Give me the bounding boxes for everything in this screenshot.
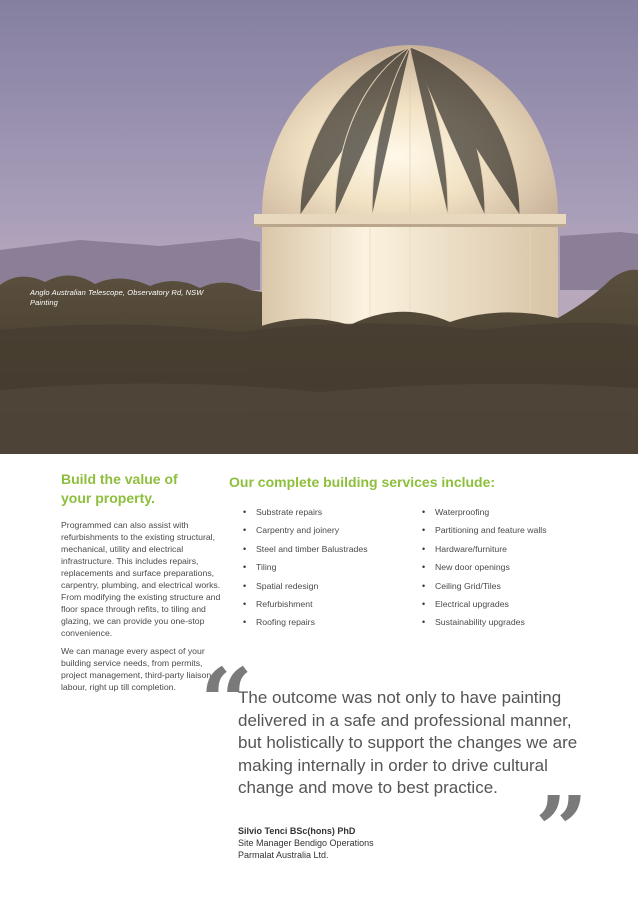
bullet-icon: •: [422, 525, 426, 536]
intro-paragraph-2: We can manage every aspect of your building service needs, from permits, project management, third-party liaison or labour, right up till completion.: [61, 646, 222, 692]
service-label: Tiling: [256, 562, 277, 573]
testimonial-attribution: [238, 825, 374, 861]
list-item: [243, 577, 368, 595]
services-list-column-2: [422, 503, 547, 632]
list-item: [243, 503, 368, 521]
author-company: Parmalat Australia Ltd.: [238, 850, 329, 860]
bullet-icon: •: [243, 562, 247, 573]
list-item: [243, 595, 368, 613]
bullet-icon: •: [243, 617, 247, 628]
intro-heading-line2: your property.: [61, 490, 155, 506]
bullet-icon: •: [422, 598, 426, 609]
list-item: [243, 540, 368, 558]
service-label: Partitioning and feature walls: [435, 525, 547, 536]
list-item: [243, 521, 368, 539]
list-item: [422, 540, 547, 558]
list-item: [422, 595, 547, 613]
service-label: Refurbishment: [256, 598, 313, 609]
list-item: [422, 577, 547, 595]
bullet-icon: •: [422, 562, 426, 573]
bullet-icon: •: [422, 580, 426, 591]
open-quote-icon: “: [200, 648, 253, 756]
testimonial-quote: The outcome was not only to have painting delivered in a safe and professional manner, but holistically to support the changes we are making internally in order to drive cultural change and move to best practice.: [238, 688, 578, 798]
service-label: Spatial redesign: [256, 580, 319, 591]
service-label: Ceiling Grid/Tiles: [435, 580, 501, 591]
service-label: Waterproofing: [435, 507, 490, 517]
hero-photo: [0, 0, 638, 454]
bullet-icon: •: [422, 507, 426, 517]
services-heading: Our complete building services include:: [229, 474, 496, 490]
bullet-icon: •: [243, 525, 247, 536]
list-item: [243, 613, 368, 631]
service-label: New door openings: [435, 562, 510, 573]
list-item: [422, 613, 547, 631]
observatory-illustration: [0, 0, 638, 454]
intro-heading-line1: Build the value of: [61, 471, 178, 487]
bullet-icon: •: [243, 598, 247, 609]
intro-column: [61, 470, 223, 699]
author-name: Silvio Tenci BSc(hons) PhD: [238, 826, 356, 836]
service-label: Hardware/furniture: [435, 543, 507, 554]
service-label: Electrical upgrades: [435, 598, 509, 609]
bullet-icon: •: [243, 507, 247, 517]
services-list-column-1: [243, 503, 368, 632]
bullet-icon: •: [422, 617, 426, 628]
photo-caption: Anglo Australian Telescope, Observatory Rd, NSW Painting: [30, 288, 204, 307]
service-label: Substrate repairs: [256, 507, 323, 517]
author-role: Site Manager Bendigo Operations: [238, 838, 374, 848]
service-label: Steel and timber Balustrades: [256, 543, 368, 554]
list-item: [422, 521, 547, 539]
intro-heading: [61, 470, 223, 508]
list-item: [422, 558, 547, 576]
service-label: Carpentry and joinery: [256, 525, 340, 536]
list-item: [422, 503, 547, 521]
service-label: Roofing repairs: [256, 617, 315, 628]
bullet-icon: •: [243, 543, 247, 554]
close-quote-icon: ”: [535, 776, 588, 884]
service-label: Sustainability upgrades: [435, 617, 525, 628]
list-item: [243, 558, 368, 576]
bullet-icon: •: [243, 580, 247, 591]
intro-paragraph-1: Programmed can also assist with refurbishments to the existing structural, mechanical, utility and electrical infrastructure. This includes repairs, replacements and surface preparations, carpentry, plumbing, and electrical works. From modifying the existing structure and floor space through refits, to tiling and glazing, we can provide you one-stop convenience.: [61, 520, 221, 638]
bullet-icon: •: [422, 543, 426, 554]
